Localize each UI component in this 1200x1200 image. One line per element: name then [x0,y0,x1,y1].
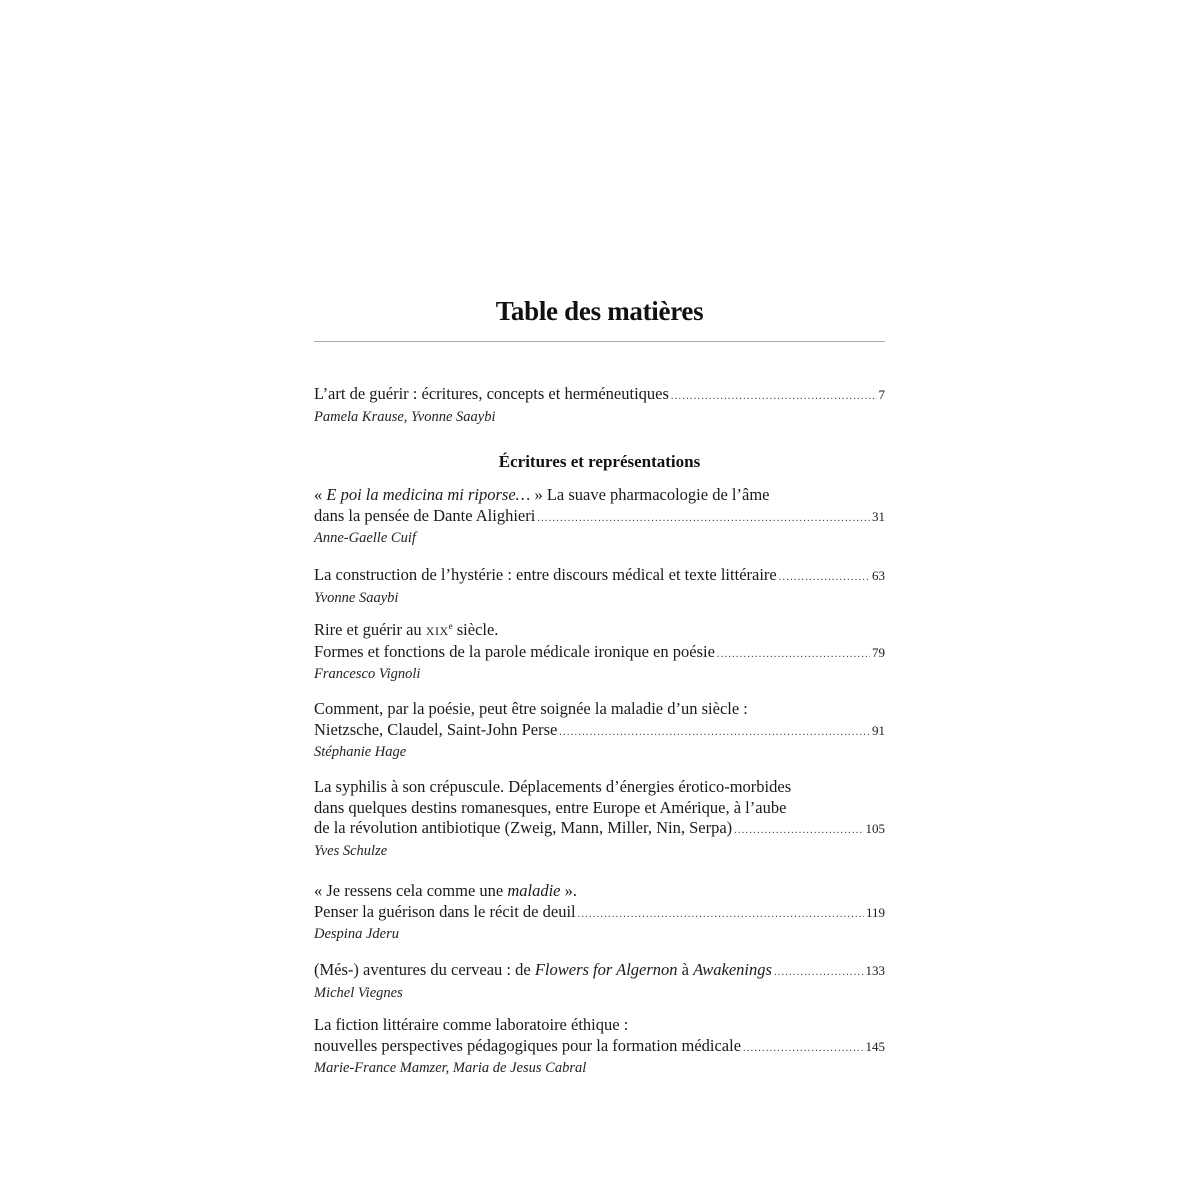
dot-leader [559,723,870,744]
italic-title: Awakenings [693,960,772,979]
dot-leader [537,509,870,530]
dot-leader [743,1039,863,1060]
toc-entry-intro [314,384,885,427]
entry-author: Michel Viegnes [314,984,403,1001]
entry-title: L’art de guérir : écritures, concepts et herméneutiques [314,384,669,403]
entry-author: Marie-France Mamzer, Maria de Jesus Cabral [314,1060,587,1076]
toc-entry: (Més-) aventures du cerveau : de Flowers for Algernon à Awakenings ..... 133 Michel Viegnes [314,960,885,1003]
page-number: 105 [865,821,885,836]
toc-entry: « Je ressens cela comme une maladie ». Penser la guérison dans le récit de deuil ..... 119 Despina Jderu [314,881,885,944]
dot-leader [671,387,877,408]
section-heading: Écritures et représentations [498,452,701,471]
entry-author: Yvonne Saaybi [314,589,399,606]
page-number: 145 [865,1038,885,1054]
italic-word: maladie [507,881,561,900]
title-divider [314,341,885,342]
page-number: 31 [872,508,885,524]
page-number: 7 [878,387,885,402]
entry-author: Stéphanie Hage [314,744,407,760]
toc-entry: La construction de l’hystérie : entre discours médical et texte littéraire ..... 63 Yvonne Saaybi [314,565,885,608]
page-title: Table des matières [495,296,704,326]
page-number: 133 [865,963,885,978]
italic-title: E poi la medicina mi riporse… [326,485,531,504]
entry-author: Yves Schulze [314,842,388,859]
entry-author: Despina Jderu [314,926,399,942]
dot-leader [734,821,863,842]
entry-author: Pamela Krause, Yvonne Saaybi [314,408,496,425]
page-number: 63 [872,568,885,583]
toc-entry: « E poi la medicina mi riporse… » La suave pharmacologie de l’âme dans la pensée de Dante Alighieri ..... 31 Anne-Gaelle Cuif [314,485,885,548]
dot-leader [774,963,864,984]
entry-author: Francesco Vignoli [314,666,421,682]
dot-leader [578,905,864,926]
toc-entry: Comment, par la poésie, peut être soignée la maladie d’un siècle : Nietzsche, Claudel, Saint-John Perse ..... 91 Stéphanie Hage [314,699,885,762]
page-number: 119 [865,904,885,920]
italic-title: Flowers for Algernon [534,960,678,979]
toc-entry: La fiction littéraire comme laboratoire éthique : nouvelles perspectives pédagogiques pour la formation médicale ..... 145 Marie-France Mamzer, Maria de Jesus Cabral [314,1015,885,1078]
entry-author: Anne-Gaelle Cuif [314,530,416,546]
toc-entry: Rire et guérir au XIXe siècle. Formes et fonctions de la parole médicale ironique en poésie ..... 79 Francesco Vignoli [314,620,885,684]
dot-leader [717,645,870,666]
page-number: 91 [872,722,885,738]
toc-entry: La syphilis à son crépuscule. Déplacements d’énergies érotico-morbides dans quelques destins romanesques, entre Europe et Amérique, à l’aube de la révolution antibiotique (Zweig, Mann, Miller, Nin, Serpa) ..... 105 Yves Schulze [314,777,885,861]
page-number: 79 [872,644,885,660]
dot-leader [779,568,870,589]
